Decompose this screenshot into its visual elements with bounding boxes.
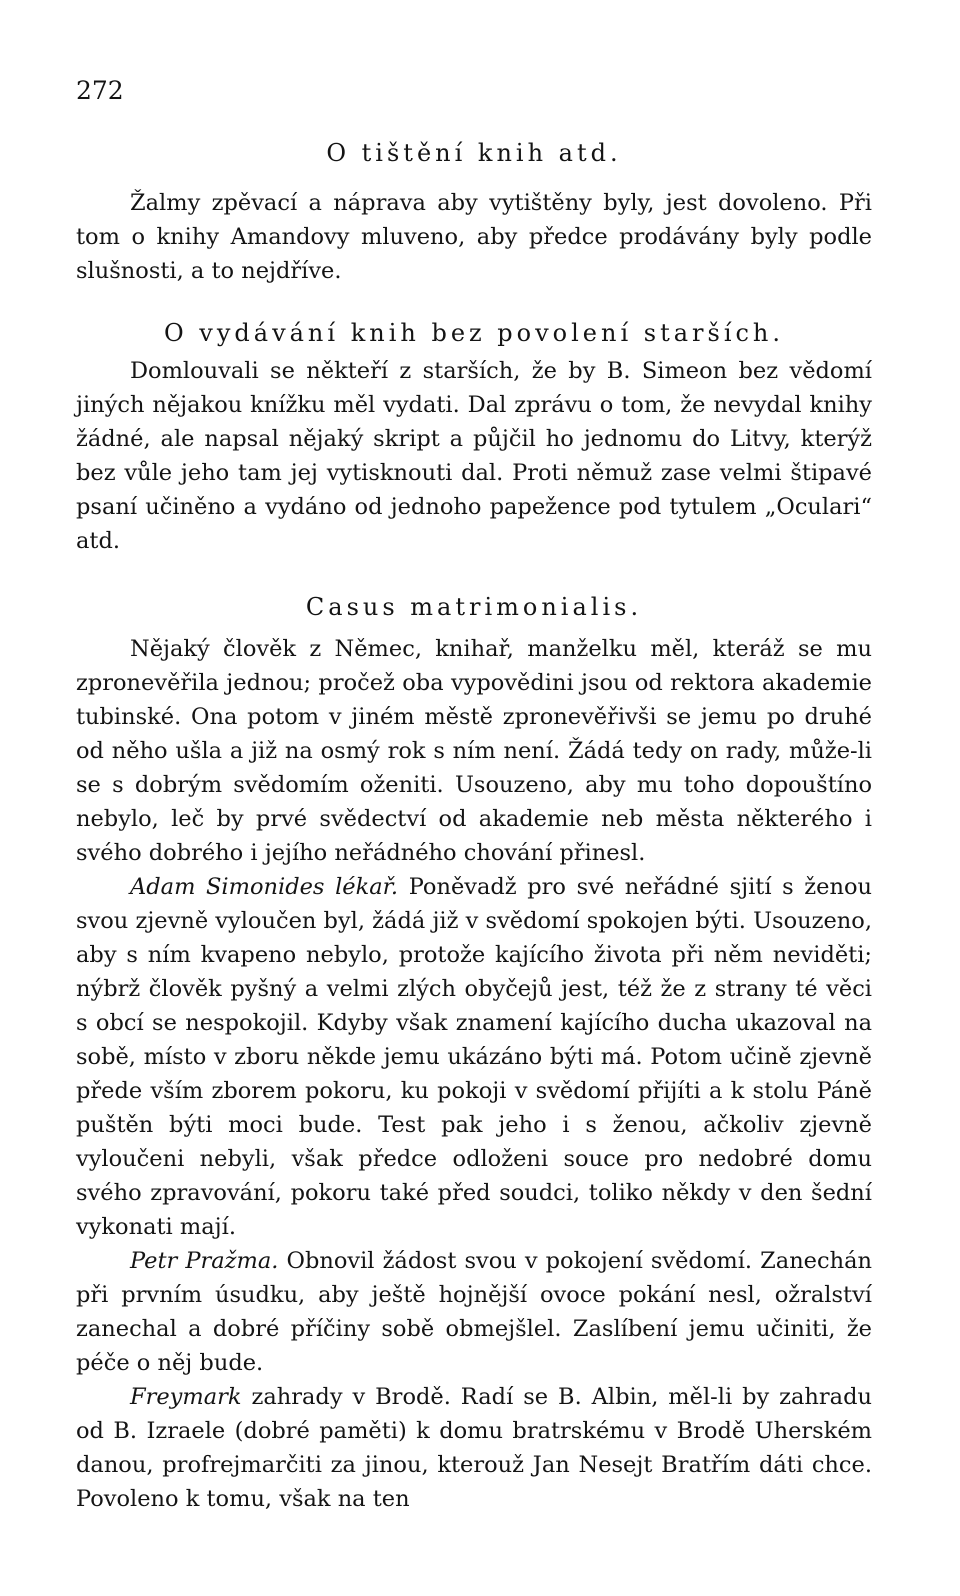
paragraph-prazma [76,1244,872,1380]
paragraph-text: Domlouvali se někteří z starších, že by B. Simeon bez vědomí jiných nějakou knížku měl vydati. Dal zprávu o tom, že nevydal knihy žádné, ale napsal nějaký skript a půjčil ho jednomu do Litvy, kterýž bez vůle jeho tam jej vytisknouti dal. Proti němuž zase velmi štipavé psaní učiněno a vydáno od jednoho papežence pod tytulem „Oculari“ atd. [76,358,872,554]
paragraph-simeon [76,354,872,558]
paragraph-simonides [76,870,872,1244]
paragraph-text: Nějaký člověk z Němec, knihař, manželku měl, kteráž se mu zpronevěřila jednou; pročež oba vypovědini jsou od rektora akademie tubinské. Ona potom v jiném městě zpronevěřivši se jemu po druhé od něho ušla a již na osmý rok s ním není. Žádá tedy on rady, může-li se s dobrým svědomím oženiti. Usouzeno, aby mu toho dopouštíno nebylo, leč by prvé svědectví od akademie neb města některého i svého dobrého i jejího neřádného chování přinesl. [76,636,872,866]
section-heading-printing: O tištění knih atd. [326,139,622,167]
paragraph-text: Obnovil žádost svou v pokojení svědomí. Zanechán při prvním úsudku, aby ještě hojnější ovoce pokání nesl, ožralství zanechal a dobré příčiny sobě obmejšlel. Zaslíbení jemu učiniti, že péče o něj bude. [76,1248,872,1376]
paragraph-text: Poněvadž pro své neřádné sjití s ženou svou zjevně vyloučen byl, žádá již v svědomí spokojen býti. Usouzeno, aby s ním kvapeno nebylo, protože kajícího života při něm neviděti; nýbrž člověk pyšný a velmi zlých obyčejů jest, též že z strany té věci s obcí se nespokojil. Kdyby však znamení kajícího ducha ukazoval na sobě, místo v zboru někde jemu ukázáno býti má. Potom učině zjevně přede vším zborem pokoru, ku pokoji v svědomí přijíti a k stolu Páně puštěn býti moci bude. Test pak jeho i s ženou, ačkoliv zjevně vyloučeni nebyli, však předce odloženi souce pro nedobré domu svého zpravování, pokoru také před soudci, toliko někdy v den šední vykonati mají. [76,874,873,1240]
term-name: Freymark [130,1384,242,1410]
paragraph-freymark [76,1380,872,1516]
person-name: Petr Pražma. [130,1248,279,1274]
section-heading-casus: Casus matrimonialis. [305,593,643,621]
paragraph-text: zahrady v Brodě. Radí se B. Albin, měl-li by zahradu od B. Izraele (dobré paměti) k domu bratrskému v Brodě Uherském danou, profrejmarčiti za jinou, kterouž Jan Nesejt Bratřím dáti chce. Povoleno k tomu, však na ten [76,1384,872,1512]
paragraph-psalms [76,186,872,288]
paragraph-text: Žalmy zpěvací a náprava aby vytištěny byly, jest dovoleno. Při tom o knihy Amandovy mluveno, aby předce prodávány byly podle slušnosti, a to nejdříve. [76,190,872,284]
paragraph-bookbinder [76,632,872,870]
section-heading-publishing: O vydávání knih bez povolení starších. [163,319,785,347]
page-number: 272 [76,76,124,105]
person-name: Adam Simonides lékař. [130,874,399,900]
